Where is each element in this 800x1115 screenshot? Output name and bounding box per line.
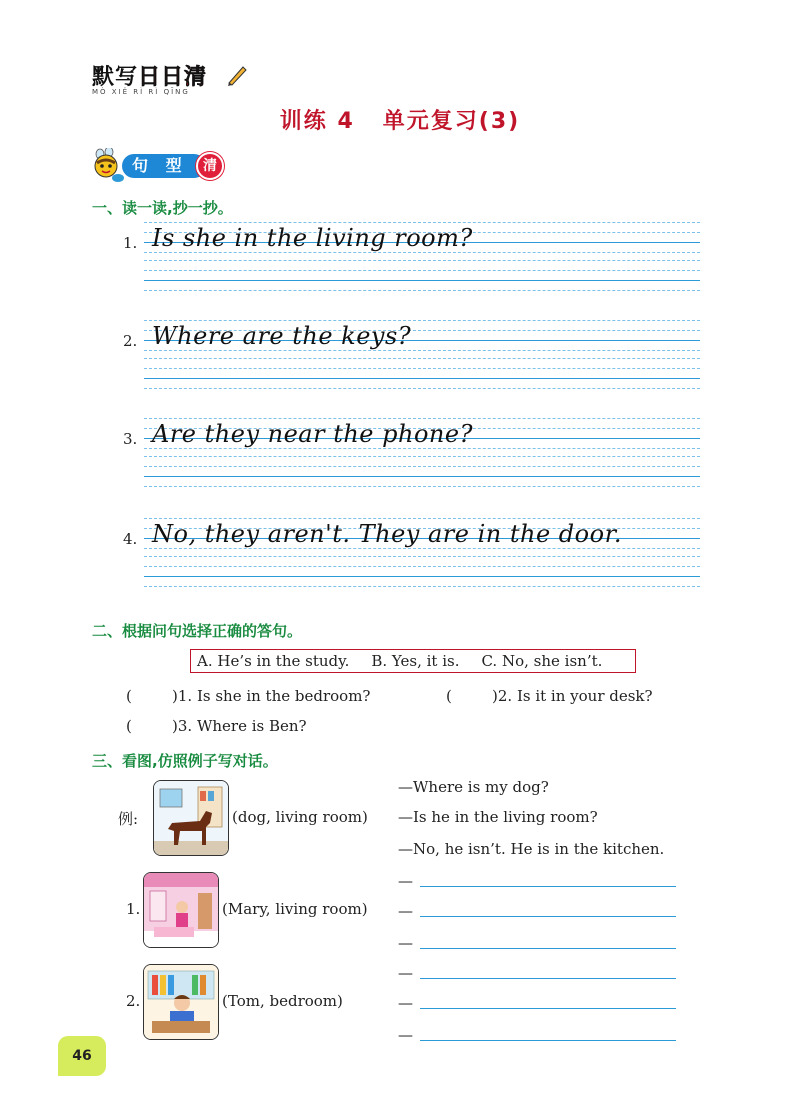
question-2: ( )2. Is it in your desk? xyxy=(446,687,653,705)
badge-label: 句 型 xyxy=(122,154,206,178)
option-b: B. Yes, it is. xyxy=(371,652,460,670)
example-line-1: —Where is my dog? xyxy=(398,778,549,796)
option-c: C. No, she isn’t. xyxy=(481,652,603,670)
answer-line[interactable] xyxy=(420,978,676,979)
section1-heading: 一、读一读,抄一抄。 xyxy=(92,199,233,217)
writing-line xyxy=(144,270,700,271)
dialogue-dash: — xyxy=(398,872,413,890)
item-1-num: 1. xyxy=(126,900,141,918)
writing-line xyxy=(144,368,700,369)
model-sentence: Where are the keys? xyxy=(152,322,412,350)
writing-line xyxy=(144,486,700,487)
writing-line xyxy=(144,576,700,577)
dialogue-dash: — xyxy=(398,994,413,1012)
dialogue-dash: — xyxy=(398,1026,413,1044)
dog-living-room-image xyxy=(154,781,228,855)
item-2-num: 2. xyxy=(126,992,141,1010)
page-number: 46 xyxy=(58,1036,106,1076)
item-1-caption: (Mary, living room) xyxy=(222,900,368,918)
boy-bedroom-image xyxy=(144,965,218,1039)
item-2-caption: (Tom, bedroom) xyxy=(222,992,343,1010)
writing-line xyxy=(144,456,700,457)
page-title xyxy=(0,104,800,135)
sentence-number: 3. xyxy=(123,430,138,448)
question-1: ( )1. Is she in the bedroom? xyxy=(126,687,371,705)
question-3: ( )3. Where is Ben? xyxy=(126,717,307,735)
writing-line xyxy=(144,566,700,567)
dialogue-dash: — xyxy=(398,934,413,952)
answer-line[interactable] xyxy=(420,1008,676,1009)
writing-line xyxy=(144,320,700,321)
writing-line xyxy=(144,378,700,379)
writing-line xyxy=(144,222,700,223)
writing-line xyxy=(144,350,700,351)
brand-pinyin: MÒ XIĚ RÌ RÌ QĪNG xyxy=(92,88,190,96)
writing-line xyxy=(144,418,700,419)
writing-line xyxy=(144,388,700,389)
writing-line xyxy=(144,448,700,449)
writing-line xyxy=(144,518,700,519)
writing-line xyxy=(144,260,700,261)
brand-text: 默写 xyxy=(92,65,139,90)
section2-heading: 二、根据问句选择正确的答句。 xyxy=(92,622,303,640)
brand-text-red: 日日清 xyxy=(138,65,208,90)
question-1-text: 1. Is she in the bedroom? xyxy=(177,687,371,705)
title-unit: 单元复习(3) xyxy=(382,109,521,134)
question-3-text: 3. Where is Ben? xyxy=(177,717,307,735)
answer-line[interactable] xyxy=(420,916,676,917)
dialogue-dash: — xyxy=(398,964,413,982)
dialogue-dash: — xyxy=(398,902,413,920)
example-caption: (dog, living room) xyxy=(232,808,368,826)
sentence-number: 4. xyxy=(123,530,138,548)
writing-line xyxy=(144,252,700,253)
writing-line xyxy=(144,280,700,281)
example-label: 例: xyxy=(118,810,139,828)
model-sentence: Is she in the living room? xyxy=(152,224,473,252)
question-2-text: 2. Is it in your desk? xyxy=(497,687,653,705)
answer-line[interactable] xyxy=(420,948,676,949)
option-a: A. He’s in the study. xyxy=(197,652,350,670)
writing-line xyxy=(144,548,700,549)
answer-line[interactable] xyxy=(420,1040,676,1041)
item-2-picture xyxy=(143,964,219,1040)
answer-options-box xyxy=(190,649,636,673)
girls-room-image xyxy=(144,873,218,947)
section3-heading: 三、看图,仿照例子写对话。 xyxy=(92,752,278,770)
example-picture xyxy=(153,780,229,856)
answer-line[interactable] xyxy=(420,886,676,887)
sentence-number: 1. xyxy=(123,234,138,252)
writing-line xyxy=(144,290,700,291)
example-line-3: —No, he isn’t. He is in the kitchen. xyxy=(398,840,665,858)
writing-line xyxy=(144,556,700,557)
writing-line xyxy=(144,358,700,359)
badge-mark: 清 xyxy=(196,152,224,180)
writing-line xyxy=(144,466,700,467)
writing-line xyxy=(144,586,700,587)
sentence-number: 2. xyxy=(123,332,138,350)
model-sentence: Are they near the phone? xyxy=(152,420,473,448)
title-lesson: 训练 4 xyxy=(279,109,355,134)
item-1-picture xyxy=(143,872,219,948)
example-line-2: —Is he in the living room? xyxy=(398,808,598,826)
pen-icon xyxy=(226,64,248,86)
model-sentence: No, they aren't. They are in the door. xyxy=(152,520,623,548)
writing-line xyxy=(144,476,700,477)
